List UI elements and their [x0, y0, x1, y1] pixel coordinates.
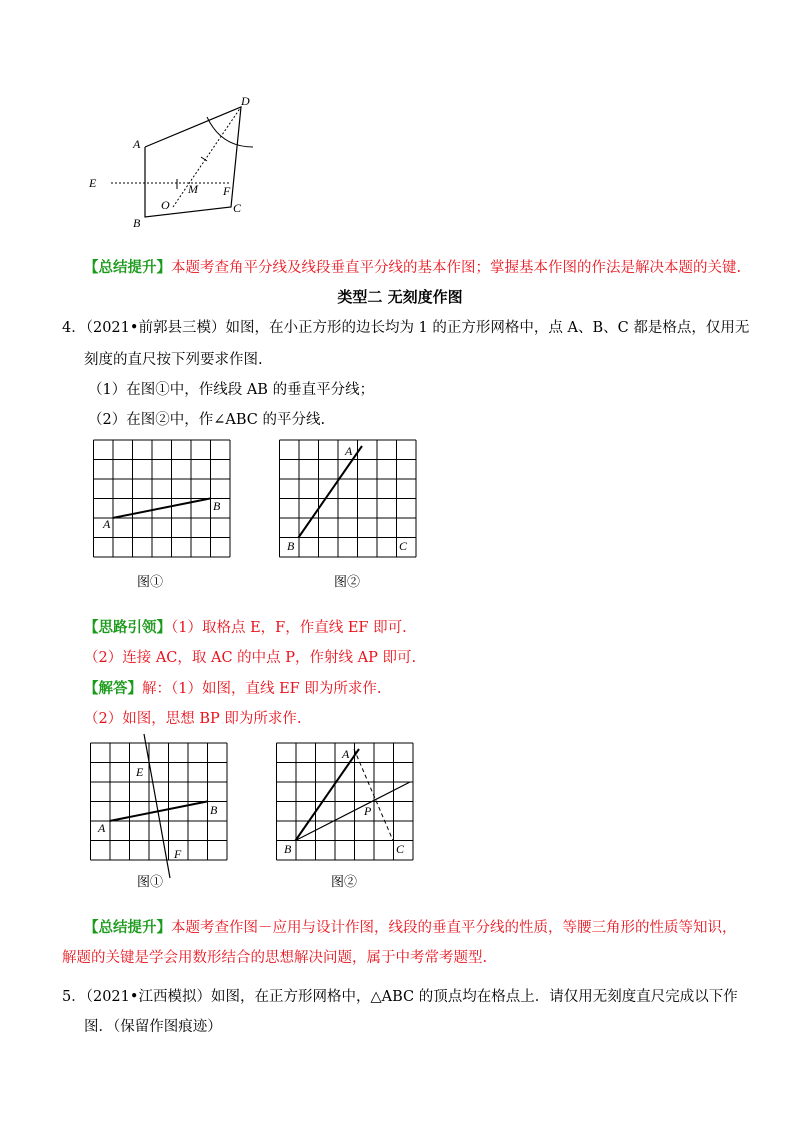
q5-line-1 — [62, 987, 738, 1007]
fig1-caption: 图① — [137, 575, 164, 590]
q4-part-2: （2）在图②中，作∠ABC 的平分线. — [88, 412, 326, 428]
answer-fig2-caption: 图② — [331, 875, 358, 890]
summary-1-tag: 【总结提升】 — [84, 259, 171, 276]
q4-number: 4． — [62, 320, 86, 336]
summary-1 — [84, 258, 741, 278]
fig2-caption: 图② — [334, 575, 361, 590]
summary-1-text: 本题考查角平分线及线段垂直平分线的基本作图；掌握基本作图的作法是解决本题的关键. — [171, 260, 742, 276]
segment-ab-1 — [113, 499, 211, 519]
label-c-ans2: C — [396, 842, 405, 856]
label-b: B — [133, 216, 141, 230]
answer-line-1 — [84, 679, 381, 699]
section-title: 类型二 无刻度作图 — [337, 288, 463, 306]
answer-tag: 【解答】 — [84, 680, 142, 697]
answer-figure-2 — [276, 743, 416, 868]
hint-text-1: （1）取格点 E，F，作直线 EF 即可. — [171, 620, 407, 636]
label-d: D — [241, 94, 250, 108]
answer-figure-1 — [90, 740, 230, 880]
label-e-ans1: E — [136, 765, 144, 779]
label-b-ans1: B — [210, 803, 218, 817]
q5-text-1: 如图，在正方形网格中，△ABC 的顶点均在格点上．请仅用无刻度直尺完成以下作 — [210, 989, 738, 1005]
grid-figure-2 — [279, 440, 419, 565]
hint-tag: 【思路引领】 — [84, 619, 171, 636]
summary-2-line-2: 解题的关键是学会用数形结合的思想解决问题，属于中考常考题型. — [62, 950, 488, 966]
label-c-fig2: C — [399, 539, 408, 553]
label-f: F — [223, 184, 231, 198]
q4-line-2: 刻度的直尺按下列要求作图. — [84, 352, 263, 368]
label-c: C — [233, 201, 242, 215]
q4-line-1 — [62, 318, 749, 338]
summary-2-line-1 — [84, 918, 737, 938]
label-a-fig2: A — [345, 444, 353, 458]
label-p-ans2: P — [364, 804, 372, 818]
label-b-fig1: B — [213, 499, 221, 513]
answer-line-2: （2）如图，思想 BP 即为所求作. — [84, 711, 302, 727]
label-m: M — [188, 182, 198, 196]
q4-source: （2021•前郭县三模） — [85, 320, 226, 336]
quadrilateral-edges — [145, 107, 241, 217]
q4-part-1: （1）在图①中，作线段 AB 的垂直平分线； — [88, 382, 375, 398]
summary-2-tag: 【总结提升】 — [84, 919, 171, 936]
dotted-line-od — [173, 107, 241, 207]
arc-near-d — [207, 117, 253, 147]
line-ef — [144, 734, 170, 878]
label-a: A — [133, 137, 141, 151]
answer-fig1-caption: 图① — [137, 875, 164, 890]
label-e: E — [89, 176, 97, 190]
hint-line-1 — [84, 618, 407, 638]
label-f-ans1: F — [174, 847, 182, 861]
label-a-fig1: A — [103, 517, 111, 531]
q5-number: 5． — [62, 989, 86, 1005]
hint-line-2: （2）连接 AC，取 AC 的中点 P，作射线 AP 即可. — [84, 650, 417, 666]
label-a-ans2: A — [342, 747, 350, 761]
summary-2-text-1: 本题考查作图－应用与设计作图，线段的垂直平分线的性质，等腰三角形的性质等知识， — [171, 920, 737, 936]
q4-text-1: 如图，在小正方形的边长均为 1 的正方形网格中，点 A、B、C 都是格点，仅用无 — [225, 320, 750, 336]
label-b-fig2: B — [287, 539, 295, 553]
top-construction-figure — [85, 95, 255, 235]
tick-mark-2 — [201, 157, 207, 161]
label-a-ans1: A — [98, 821, 106, 835]
q5-source: （2021•江西模拟） — [85, 989, 211, 1005]
label-b-ans2: B — [284, 842, 292, 856]
answer-text-1: 解：（1）如图，直线 EF 即为所求作. — [142, 681, 382, 697]
grid-figure-1 — [93, 440, 233, 565]
label-o: O — [161, 198, 170, 212]
q5-line-2: 图．（保留作图痕迹） — [84, 1019, 222, 1035]
ray-bp — [296, 782, 411, 841]
